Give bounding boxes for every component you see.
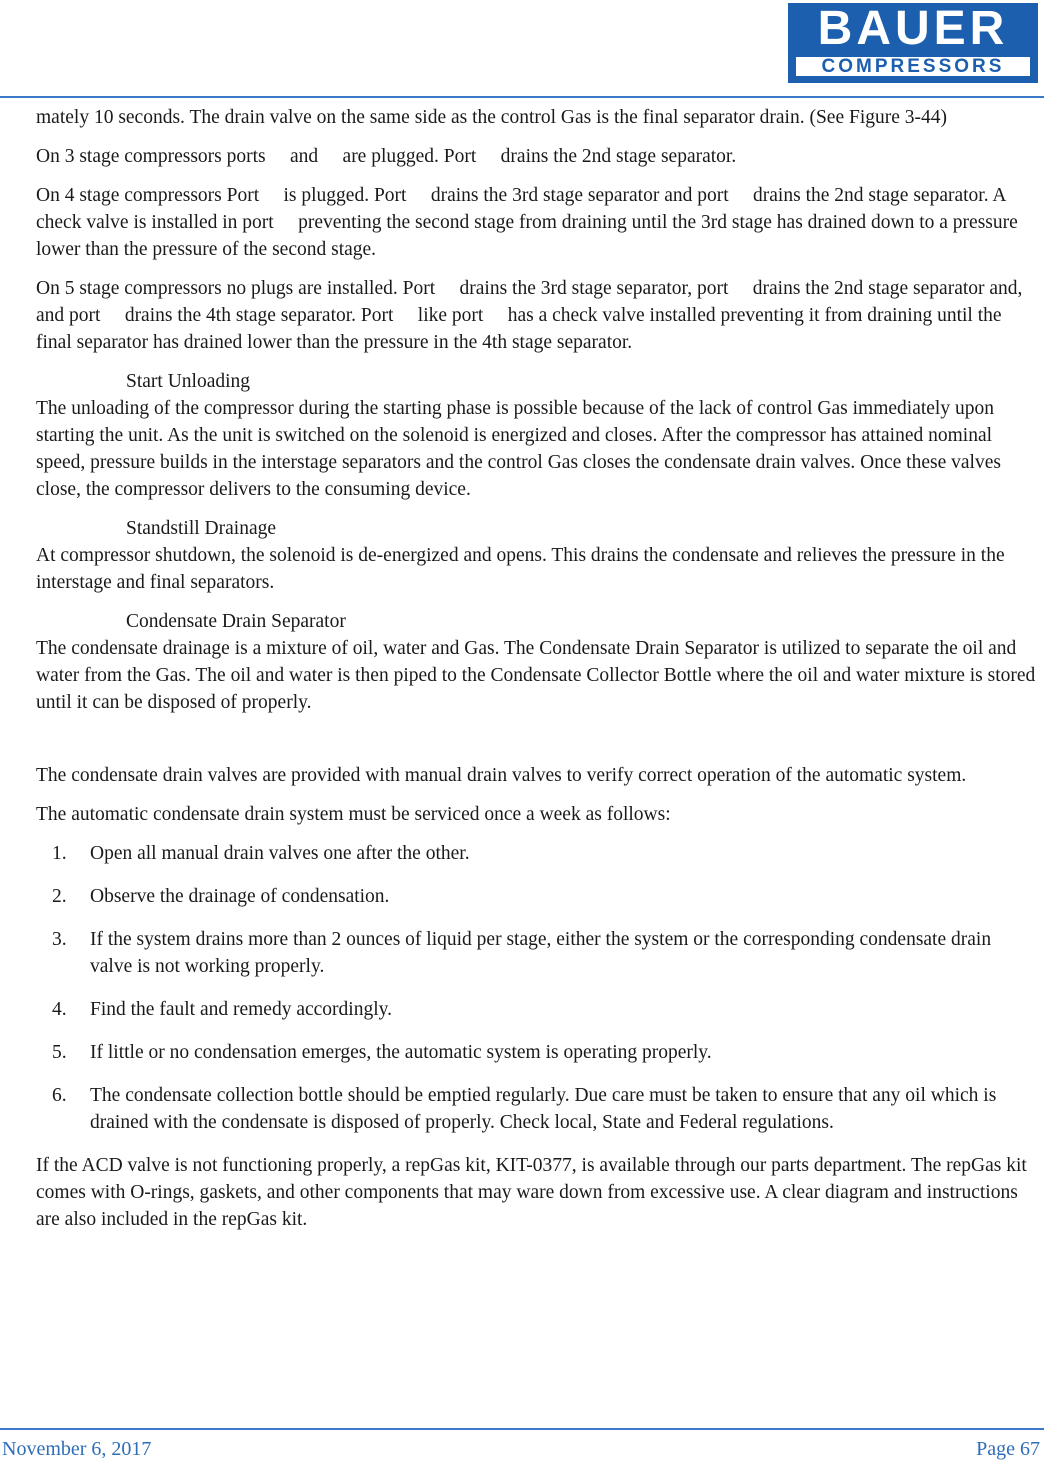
header-divider (0, 96, 1044, 98)
logo-subtitle: COMPRESSORS (794, 55, 1032, 78)
paragraph: mately 10 seconds. The drain valve on the same side as the control Gas is the final separator drain. (See Figure 3-44) (36, 107, 947, 128)
spacer (36, 728, 1036, 762)
list-number: 6. (52, 1085, 67, 1106)
list-number: 2. (52, 886, 67, 907)
paragraph: The unloading of the compressor during the starting phase is possible because of the lack of control Gas immediately upon starting the unit. As the unit is switched on the solenoid is energized and closes. After the compressor has attained nominal speed, pressure builds in the interstage separators and the control Gas closes the condensate drain valves. Once these valves close, the compressor delivers to the consuming device. (36, 398, 1001, 500)
section-heading-start-unloading: Start Unloading (126, 371, 251, 392)
page-body (36, 104, 1036, 1245)
paragraph: If the ACD valve is not functioning properly, a repGas kit, KIT-0377, is available through our parts department. The repGas kit comes with O-rings, gaskets, and other components that may ware down from excessive use. A clear diagram and instructions are also included in the repGas kit. (36, 1155, 1027, 1230)
list-text: Open all manual drain valves one after the other. (90, 843, 470, 864)
service-steps-list (36, 840, 1036, 1136)
list-text: If the system drains more than 2 ounces of liquid per stage, either the system or the corresponding condensate drain valve is not working properly. (90, 929, 992, 977)
page-number: Page 67 (976, 1438, 1040, 1460)
list-text: If little or no condensation emerges, the automatic system is operating properly. (90, 1042, 712, 1063)
list-item (36, 926, 1036, 980)
list-number: 3. (52, 929, 67, 950)
paragraph: On 4 stage compressors Port is plugged. Port drains the 3rd stage separator and port drains the 2nd stage separator. A check valve is installed in port preventing the second stage from draining until the 3rd stage has drained down to a pressure lower than the pressure of the second stage. (36, 185, 1023, 260)
list-item (36, 883, 1036, 910)
footer-divider (0, 1428, 1044, 1430)
list-item (36, 1039, 1036, 1066)
list-text: Observe the drainage of condensation. (90, 886, 390, 907)
list-item (36, 840, 1036, 867)
list-number: 4. (52, 999, 67, 1020)
section-heading-standstill-drainage: Standstill Drainage (126, 518, 277, 539)
paragraph: On 3 stage compressors ports and are plugged. Port drains the 2nd stage separator. (36, 146, 737, 167)
paragraph: The automatic condensate drain system must be serviced once a week as follows: (36, 804, 671, 825)
list-number: 5. (52, 1042, 67, 1063)
list-text: Find the fault and remedy accordingly. (90, 999, 392, 1020)
footer-date: November 6, 2017 (2, 1438, 152, 1460)
list-item (36, 996, 1036, 1023)
list-text: The condensate collection bottle should be emptied regularly. Due care must be taken to ensure that any oil which is drained with the condensate is disposed of properly. Check local, State and Federal regulations. (90, 1085, 997, 1133)
logo-wordmark: BAUER (817, 2, 1009, 55)
paragraph: At compressor shutdown, the solenoid is de-energized and opens. This drains the condensate and relieves the pressure in the interstage and final separators. (36, 545, 1005, 593)
paragraph: On 5 stage compressors no plugs are installed. Port drains the 3rd stage separator, port drains the 2nd stage separator and, and port drains the 4th stage separator. Port like port has a check valve installed preventing it from draining until the final separator has drained lower than the pressure in the 4th stage separator. (36, 278, 1028, 353)
bauer-logo (788, 3, 1038, 83)
section-heading-condensate-drain-separator: Condensate Drain Separator (126, 611, 346, 632)
list-item (36, 1082, 1036, 1136)
list-number: 1. (52, 843, 67, 864)
paragraph: The condensate drainage is a mixture of oil, water and Gas. The Condensate Drain Separator is utilized to separate the oil and water from the Gas. The oil and water is then piped to the Condensate Collector Bottle where the oil and water mixture is stored until it can be disposed of properly. (36, 638, 1036, 713)
paragraph: The condensate drain valves are provided with manual drain valves to verify correct operation of the automatic system. (36, 765, 967, 786)
